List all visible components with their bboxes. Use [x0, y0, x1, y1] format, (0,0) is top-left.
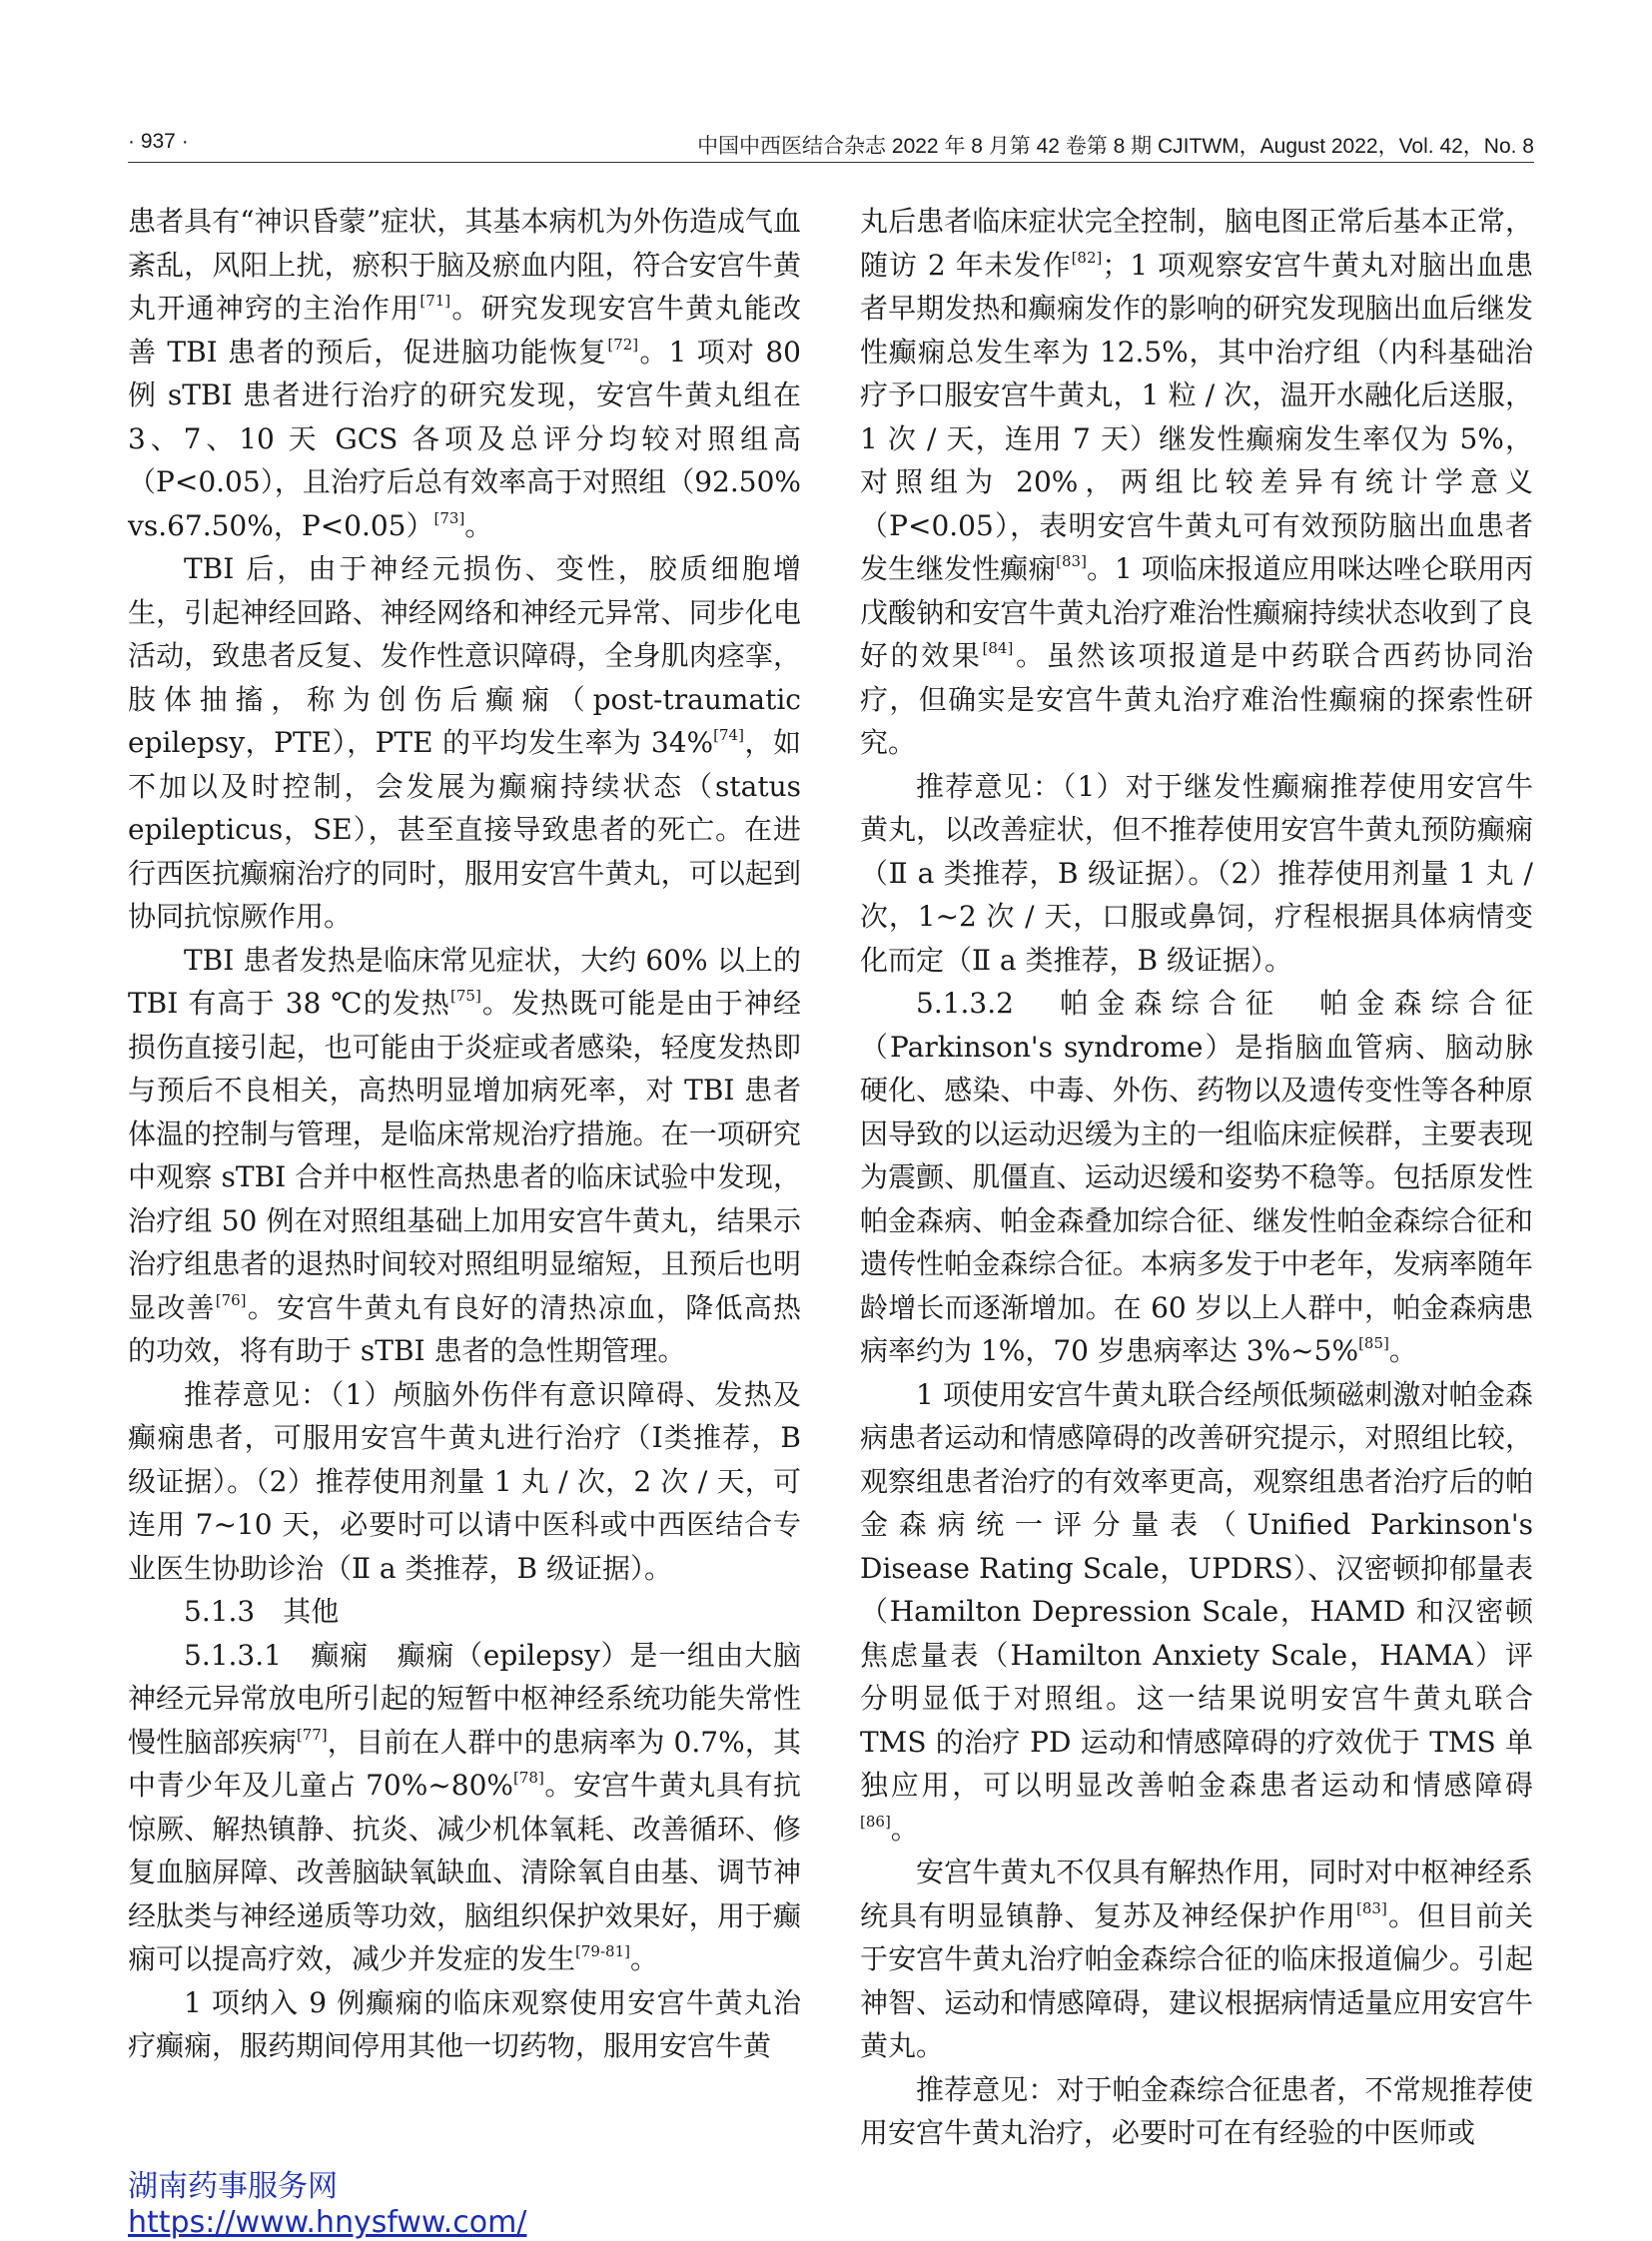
paragraph — [128, 547, 801, 939]
paragraph-text: 。但目前关于安宫牛黄丸治疗帕金森综合征的临床报道偏少。引起神智、运动和情感障碍，建议根据病情适量应用安宫牛黄丸。 — [860, 1898, 1533, 2062]
citation-ref: [86] — [860, 1812, 891, 1831]
paragraph-text: 5.1.3 其他 — [184, 1595, 340, 1628]
citation-ref: [84] — [982, 639, 1014, 657]
paragraph-text: 推荐意见：（1）对于继发性癫痫推荐使用安宫牛黄丸，以改善症状，但不推荐使用安宫牛黄丸预防癫痫（Ⅱ a 类推荐，B 级证据）。（2）推荐使用剂量 1 丸 / 次，1~2 次 / 天，口服或鼻饲，疗程根据具体病情变化而定（Ⅱ a 类推荐，B 级证据）。 — [860, 769, 1533, 977]
paragraph — [128, 1634, 801, 1981]
paragraph — [860, 1373, 1533, 1852]
paragraph — [128, 1981, 801, 2068]
paragraph-text: 。 — [890, 1812, 919, 1846]
citation-ref: [82] — [1071, 248, 1103, 267]
citation-ref: [74] — [713, 726, 744, 744]
paragraph-text: TBI 后，由于神经元损伤、变性，胶质细胞增生，引起神经回路、神经网络和神经元异常、同步化电活动，致患者反复、发作性意识障碍，全身肌肉痉挛，肢体抽搐，称为创伤后癫痫（post-traumatic epilepsy，PTE），PTE 的平均发生率为 34% — [128, 552, 801, 759]
site-name: 湖南药事服务网 — [128, 2169, 338, 2204]
paragraph-text: 。发热既可能是由于神经损伤直接引起，也可能由于炎症或者感染，轻度发热即与预后不良相关，高热明显增加病死率，对 TBI 患者体温的控制与管理，是临床常规治疗措施。在一项研究中观察 sTBI 合并中枢性高热患者的临床试验中发现，治疗组 50 例在对照组基础上加用安宫牛黄丸，结果示治疗组患者的退热时间较对照组明显缩短，且预后也明显改善 — [128, 987, 801, 1324]
paragraph — [128, 200, 801, 547]
citation-ref: [78] — [513, 1769, 544, 1787]
citation-ref: [73] — [433, 508, 465, 527]
site-url-link[interactable]: https://www.hnysfww.com/ — [128, 2205, 527, 2240]
paragraph-text: 1 项使用安宫牛黄丸联合经颅低频磁刺激对帕金森病患者运动和情感障碍的改善研究提示，对照组比较，观察组患者治疗的有效率更高，观察组患者治疗后的帕金森病统一评分量表（Unified Parkinson's Disease Rating Scale，UPDRS）、汉密顿抑郁量表（Hamilton Depression Scale，HAMD 和汉密顿焦虑量表（Hamilton Anxiety Scale，HAMA）评分明显低于对照组。这一结果说明安宫牛黄丸联合 TMS 的治疗 PD 运动和情感障碍的疗效优于 TMS 单独应用，可以明显改善帕金森患者运动和情感障碍 — [860, 1377, 1533, 1802]
citation-ref: [77] — [296, 1725, 328, 1744]
paragraph — [860, 765, 1533, 983]
paragraph-text: ；1 项观察安宫牛黄丸对脑出血患者早期发热和癫痫发作的影响的研究发现脑出血后继发性癫痫总发生率为 12.5%，其中治疗组（内科基础治疗予口服安宫牛黄丸，1 粒 / 次，温开水融化后送服，1 次 / 天，连用 7 天）继发性癫痫发生率仅为 5%，对照组为 20%，两组比较差异有统计学意义（P<0.05），表明安宫牛黄丸可有效预防脑出血患者发生继发性癫痫 — [860, 248, 1533, 585]
paragraph-text: 患者具有“神识昏蒙”症状，其基本病机为外伤造成气血紊乱，风阳上扰，瘀积于脑及瘀血内阻，符合安宫牛黄丸开通神窍的主治作用 — [128, 205, 801, 325]
paragraph-text: 。安宫牛黄丸具有抗惊厥、解热镇静、抗炎、减少机体氧耗、改善循环、修复血脑屏障、改善脑缺氧缺血、清除氧自由基、调节神经肽类与神经递质等功效，脑组织保护效果好，用于癫痫可以提高疗效，减少并发症的发生 — [128, 1769, 801, 1975]
paragraph-text: 1 项纳入 9 例癫痫的临床观察使用安宫牛黄丸治疗癫痫，服药期间停用其他一切药物，服用安宫牛黄 — [128, 1985, 801, 2062]
citation-ref: [83] — [1056, 552, 1087, 570]
page-number: · 937 · — [128, 130, 189, 153]
citation-ref: [79-81] — [575, 1942, 630, 1960]
paragraph-text: 丸后患者临床症状完全控制，脑电图正常后基本正常，随访 2 年未发作 — [860, 205, 1533, 282]
paragraph — [860, 1851, 1533, 2068]
paragraph-text: ，如不加以及时控制，会发展为癫痫持续状态（status epilepticus，SE），甚至直接导致患者的死亡。在进行西医抗癫痫治疗的同时，服用安宫牛黄丸，可以起到协同抗惊厥作用。 — [128, 726, 801, 933]
paragraph — [860, 982, 1533, 1373]
journal-citation: 中国中西医结合杂志 2022 年 8 月第 42 卷第 8 期 CJITWM，August 2022，Vol. 42，No. 8 — [697, 135, 1534, 158]
citation-ref: [72] — [607, 335, 639, 354]
paragraph-text: TBI 患者发热是临床常见症状，大约 60% 以上的 TBI 有高于 38 ℃的发热 — [128, 943, 801, 1020]
paragraph-text: 5.1.3.2 帕金森综合征 帕金森综合征（Parkinson's syndrome）是指脑血管病、脑动脉硬化、感染、中毒、外伤、药物以及遗传变性等各种原因导致的以运动迟缓为主的一组临床症候群，主要表现为震颤、肌僵直、运动迟缓和姿势不稳等。包括原发性帕金森病、帕金森叠加综合征、继发性帕金森综合征和遗传性帕金森综合征。本病多发于中老年，发病率随年龄增长而逐渐增加。在 60 岁以上人群中，帕金森病患病率约为 1%，70 岁患病率达 3%~5% — [860, 987, 1533, 1367]
citation-ref: [71] — [419, 292, 451, 310]
citation-ref: [76] — [215, 1290, 247, 1309]
paragraph — [128, 1373, 801, 1591]
paragraph-text: 。1 项对 80 例 sTBI 患者进行治疗的研究发现，安宫牛黄丸组在 3、7、10 天 GCS 各项及总评分均较对照组高（P<0.05），且治疗后总有效率高于对照组（92.50% vs.67.50%，P<0.05） — [128, 335, 801, 542]
paragraph — [128, 939, 801, 1373]
paragraph-text: 。研究发现安宫牛黄丸能改善 TBI 患者的预后，促进脑功能恢复 — [128, 292, 801, 369]
paragraph-text: 推荐意见：（1）颅脑外伤伴有意识障碍、发热及癫痫患者，可服用安宫牛黄丸进行治疗（Ⅰ类推荐，B 级证据）。（2）推荐使用剂量 1 丸 / 次，2 次 / 天，可连用 7~10 天，必要时可以请中医科或中西医结合专业医生协助诊治（Ⅱ a 类推荐，B 级证据）。 — [128, 1377, 801, 1585]
left-column — [128, 200, 801, 2068]
paragraph-text: 。安宫牛黄丸有良好的清热凉血，降低高热的功效，将有助于 sTBI 患者的急性期管理。 — [128, 1290, 801, 1367]
paragraph-text: 。 — [464, 508, 493, 542]
paragraph-text: 。 — [1388, 1334, 1417, 1367]
paragraph-text: 5.1.3.1 癫痫 癫痫（epilepsy）是一组由大脑神经元异常放电所引起的短暂中枢神经系统功能失常性慢性脑部疾病 — [128, 1638, 801, 1759]
paragraph — [860, 2068, 1533, 2155]
paragraph-text: ，目前在人群中的患病率为 0.7%，其中青少年及儿童占 70%~80% — [128, 1725, 801, 1802]
right-column — [860, 200, 1533, 2155]
paragraph — [128, 1590, 801, 1634]
paragraph-text: 。 — [629, 1942, 658, 1975]
paragraph-text: 安宫牛黄丸不仅具有解热作用，同时对中枢神经系统具有明显镇静、复苏及神经保护作用 — [860, 1856, 1533, 1932]
paragraph-text: 。虽然该项报道是中药联合西药协同治疗，但确实是安宫牛黄丸治疗难治性癫痫的探索性研究。 — [860, 639, 1533, 759]
citation-ref: [75] — [450, 987, 481, 1005]
citation-ref: [83] — [1356, 1898, 1387, 1917]
paragraph — [860, 200, 1533, 765]
paragraph-text: 推荐意见：对于帕金森综合征患者，不常规推荐使用安宫牛黄丸治疗，必要时可在有经验的中医师或 — [860, 2072, 1533, 2149]
citation-ref: [85] — [1358, 1334, 1389, 1352]
footer-watermark — [128, 2169, 526, 2241]
running-header — [128, 126, 1534, 163]
paragraph-text: 。1 项临床报道应用咪达唑仑联用丙戊酸钠和安宫牛黄丸治疗难治性癫痫持续状态收到了良好的效果 — [860, 552, 1533, 672]
